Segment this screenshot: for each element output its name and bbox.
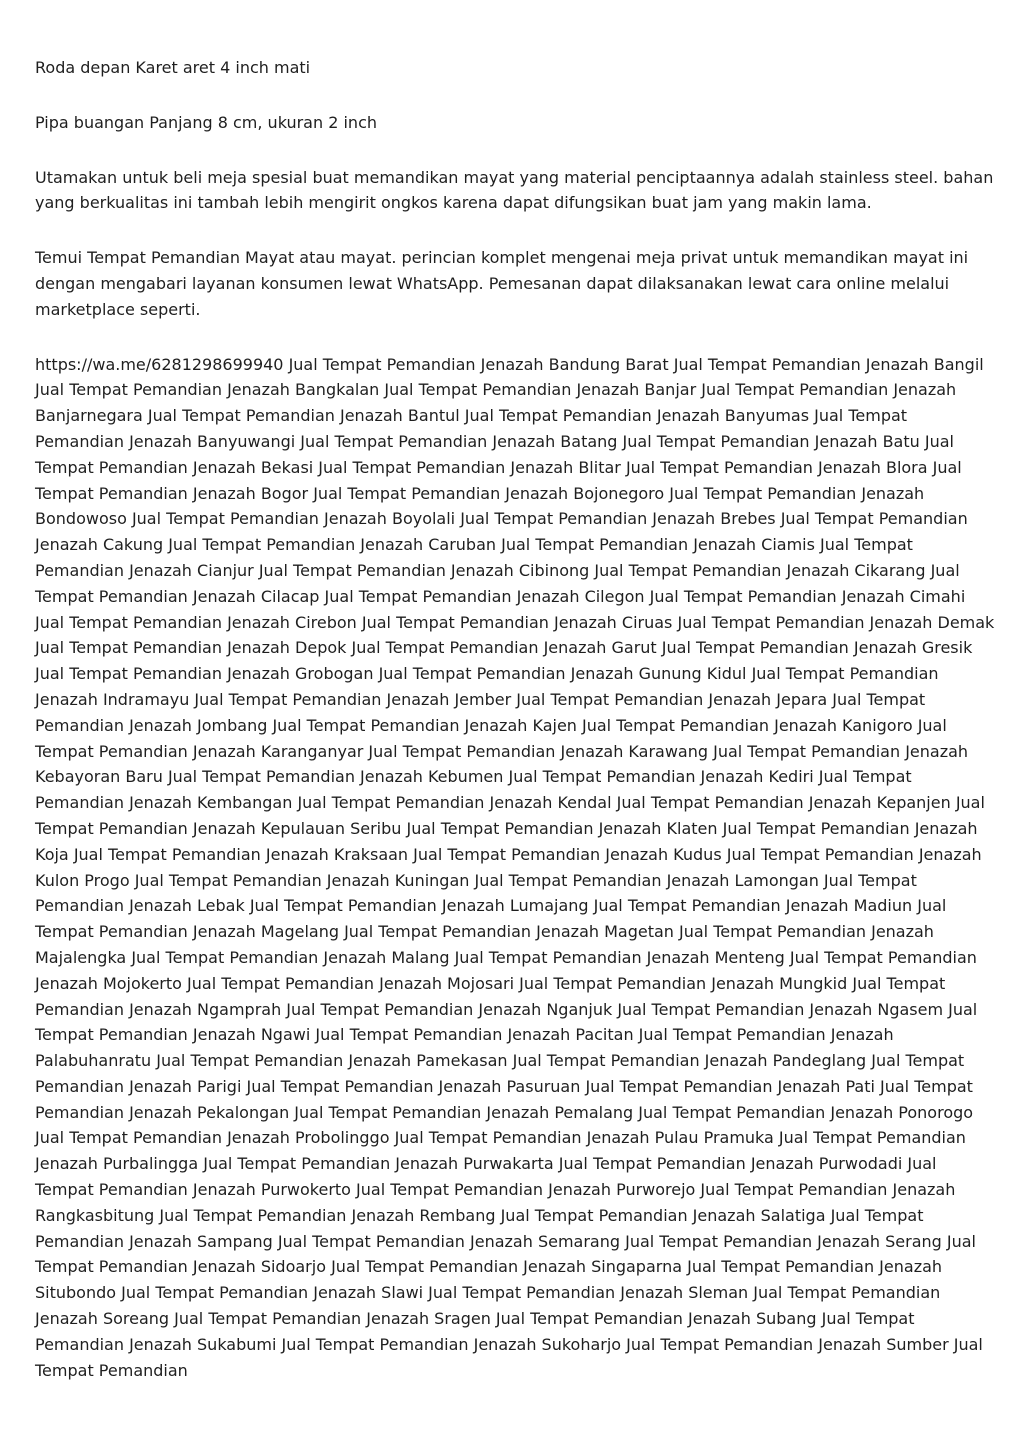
- document-page: [35, 55, 997, 1383]
- paragraph-material-note: Utamakan untuk beli meja spesial buat memandikan mayat yang material penciptaannya adalah stainless steel. bahan yang berkualitas ini tambah lebih mengirit ongkos karena dapat difungsikan buat jam yang makin lama.: [35, 167, 994, 213]
- paragraph-contact-info: Temui Tempat Pemandian Mayat atau mayat. perincian komplet mengenai meja privat untuk memandikan mayat ini dengan mengabari layanan konsumen lewat WhatsApp. Pemesanan dapat dilaksanakan lewat cara online melalui marketplace seperti.: [35, 248, 969, 319]
- paragraph-front-wheel: Roda depan Karet aret 4 inch mati: [35, 58, 311, 77]
- paragraph-location-list: https://wa.me/6281298699940 Jual Tempat Pemandian Jenazah Bandung Barat Jual Tempat Pemandian Jenazah Bangil Jual Tempat Pemandian Jenazah Bangkalan Jual Tempat Pemandian Jenazah Banjar Jual Tempat Pemandian Jenazah Banjarnegara Jual Tempat Pemandian Jenazah Bantul Jual Tempat Pemandian Jenazah Banyumas Jual Tempat Pemandian Jenazah Banyuwangi Jual Tempat Pemandian Jenazah Batang Jual Tempat Pemandian Jenazah Batu Jual Tempat Pemandian Jenazah Bekasi Jual Tempat Pemandian Jenazah Blitar Jual Tempat Pemandian Jenazah Blora Jual Tempat Pemandian Jenazah Bogor Jual Tempat Pemandian Jenazah Bojonegoro Jual Tempat Pemandian Jenazah Bondowoso Jual Tempat Pemandian Jenazah Boyolali Jual Tempat Pemandian Jenazah Brebes Jual Tempat Pemandian Jenazah Cakung Jual Tempat Pemandian Jenazah Caruban Jual Tempat Pemandian Jenazah Ciamis Jual Tempat Pemandian Jenazah Cianjur Jual Tempat Pemandian Jenazah Cibinong Jual Tempat Pemandian Jenazah Cikarang Jual Tempat Pemandian Jenazah Cilacap Jual Tempat Pemandian Jenazah Cilegon Jual Tempat Pemandian Jenazah Cimahi Jual Tempat Pemandian Jenazah Cirebon Jual Tempat Pemandian Jenazah Ciruas Jual Tempat Pemandian Jenazah Demak Jual Tempat Pemandian Jenazah Depok Jual Tempat Pemandian Jenazah Garut Jual Tempat Pemandian Jenazah Gresik Jual Tempat Pemandian Jenazah Grobogan Jual Tempat Pemandian Jenazah Gunung Kidul Jual Tempat Pemandian Jenazah Indramayu Jual Tempat Pemandian Jenazah Jember Jual Tempat Pemandian Jenazah Jepara Jual Tempat Pemandian Jenazah Jombang Jual Tempat Pemandian Jenazah Kajen Jual Tempat Pemandian Jenazah Kanigoro Jual Tempat Pemandian Jenazah Karanganyar Jual Tempat Pemandian Jenazah Karawang Jual Tempat Pemandian Jenazah Kebayoran Baru Jual Tempat Pemandian Jenazah Kebumen Jual Tempat Pemandian Jenazah Kediri Jual Tempat Pemandian Jenazah Kembangan Jual Tempat Pemandian Jenazah Kendal Jual Tempat Pemandian Jenazah Kepanjen Jual Tempat Pemandian Jenazah Kepulauan Seribu Jual Tempat Pemandian Jenazah Klaten Jual Tempat Pemandian Jenazah Koja Jual Tempat Pemandian Jenazah Kraksaan Jual Tempat Pemandian Jenazah Kudus Jual Tempat Pemandian Jenazah Kulon Progo Jual Tempat Pemandian Jenazah Kuningan Jual Tempat Pemandian Jenazah Lamongan Jual Tempat Pemandian Jenazah Lebak Jual Tempat Pemandian Jenazah Lumajang Jual Tempat Pemandian Jenazah Madiun Jual Tempat Pemandian Jenazah Magelang Jual Tempat Pemandian Jenazah Magetan Jual Tempat Pemandian Jenazah Majalengka Jual Tempat Pemandian Jenazah Malang Jual Tempat Pemandian Jenazah Menteng Jual Tempat Pemandian Jenazah Mojokerto Jual Tempat Pemandian Jenazah Mojosari Jual Tempat Pemandian Jenazah Mungkid Jual Tempat Pemandian Jenazah Ngamprah Jual Tempat Pemandian Jenazah Nganjuk Jual Tempat Pemandian Jenazah Ngasem Jual Tempat Pemandian Jenazah Ngawi Jual Tempat Pemandian Jenazah Pacitan Jual Tempat Pemandian Jenazah Palabuhanratu Jual Tempat Pemandian Jenazah Pamekasan Jual Tempat Pemandian Jenazah Pandeglang Jual Tempat Pemandian Jenazah Parigi Jual Tempat Pemandian Jenazah Pasuruan Jual Tempat Pemandian Jenazah Pati Jual Tempat Pemandian Jenazah Pekalongan Jual Tempat Pemandian Jenazah Pemalang Jual Tempat Pemandian Jenazah Ponorogo Jual Tempat Pemandian Jenazah Probolinggo Jual Tempat Pemandian Jenazah Pulau Pramuka Jual Tempat Pemandian Jenazah Purbalingga Jual Tempat Pemandian Jenazah Purwakarta Jual Tempat Pemandian Jenazah Purwodadi Jual Tempat Pemandian Jenazah Purwokerto Jual Tempat Pemandian Jenazah Purworejo Jual Tempat Pemandian Jenazah Rangkasbitung Jual Tempat Pemandian Jenazah Rembang Jual Tempat Pemandian Jenazah Salatiga Jual Tempat Pemandian Jenazah Sampang Jual Tempat Pemandian Jenazah Semarang Jual Tempat Pemandian Jenazah Serang Jual Tempat Pemandian Jenazah Sidoarjo Jual Tempat Pemandian Jenazah Singaparna Jual Tempat Pemandian Jenazah Situbondo Jual Tempat Pemandian Jenazah Slawi Jual Tempat Pemandian Jenazah Sleman Jual Tempat Pemandian Jenazah Soreang Jual Tempat Pemandian Jenazah Sragen Jual Tempat Pemandian Jenazah Subang Jual Tempat Pemandian Jenazah Sukabumi Jual Tempat Pemandian Jenazah Sukoharjo Jual Tempat Pemandian Jenazah Sumber Jual Tempat Pemandian: [35, 354, 995, 1380]
- paragraph-drain-pipe: Pipa buangan Panjang 8 cm, ukuran 2 inch: [35, 112, 377, 132]
